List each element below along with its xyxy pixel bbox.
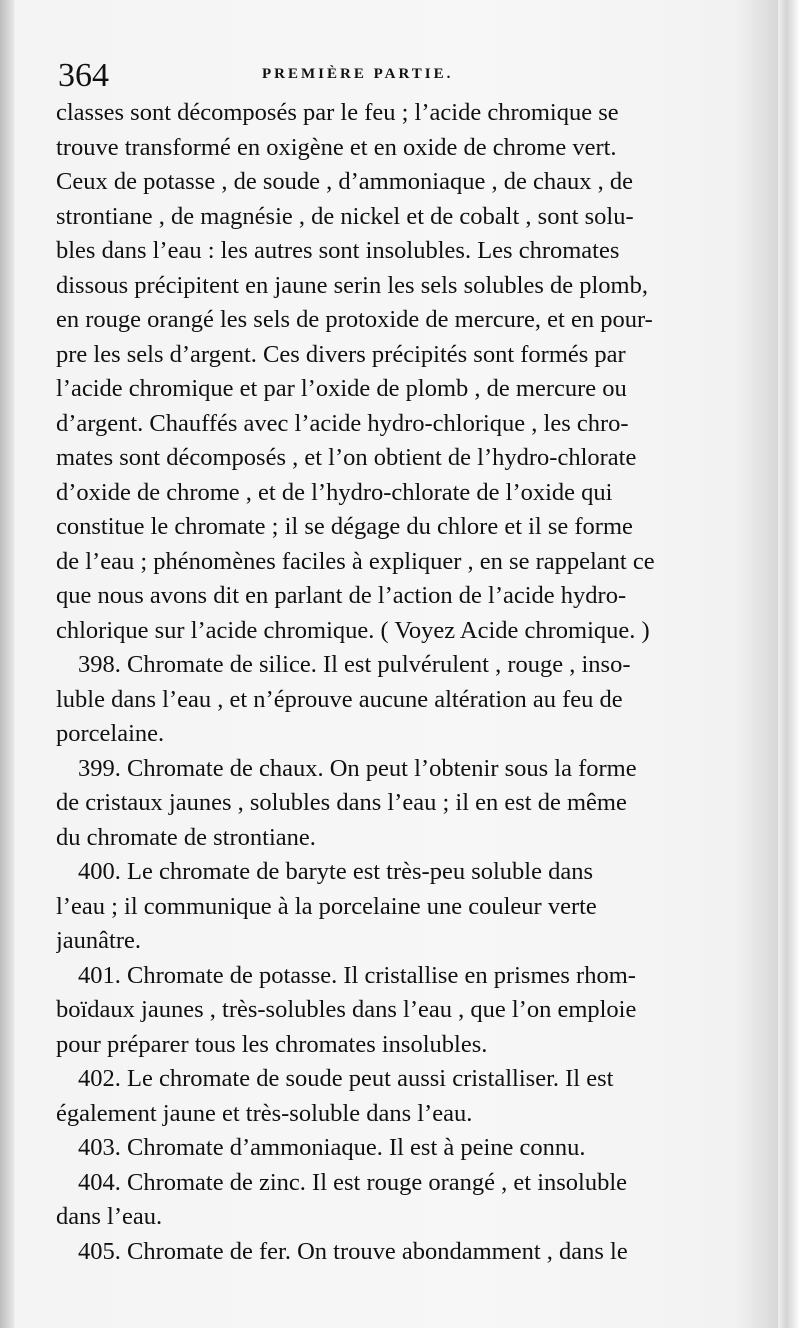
text-line: boïdaux jaunes , très-solubles dans l’eau , que l’on emploie (56, 996, 637, 1023)
text-line: jaunâtre. (56, 927, 142, 954)
paragraph-404: 404. Chromate de zinc. Il est rouge orangé , et insoluble (78, 1168, 628, 1196)
text-line: strontiane , de magnésie , de nickel et de cobalt , sont solu- (56, 202, 634, 230)
text-line: d’oxide de chrome , et de l’hydro-chlorate de l’oxide qui (56, 478, 613, 506)
paragraph-403: 403. Chromate d’ammoniaque. Il est à peine connu. (78, 1134, 586, 1161)
text-line: l’eau ; il communique à la porcelaine une couleur verte (56, 892, 597, 920)
paragraph-405: 405. Chromate de fer. On trouve abondamment , dans le (78, 1237, 628, 1265)
text-line: classes sont décomposés par le feu ; l’acide chromique se (56, 99, 619, 126)
text-line: pre les sels d’argent. Ces divers précipités sont formés par (56, 340, 626, 368)
text-line: constitue le chromate ; il se dégage du chlore et il se forme (56, 513, 633, 540)
text-line: en rouge orangé les sels de protoxide de mercure, et en pour- (56, 306, 653, 333)
text-line: bles dans l’eau : les autres sont insolubles. Les chromates (56, 237, 620, 264)
paragraph-399: 399. Chromate de chaux. On peut l’obtenir sous la forme (78, 754, 637, 782)
page-header (58, 56, 748, 96)
text-line: trouve transformé en oxigène et en oxide de chrome vert. (56, 133, 617, 161)
text-line: porcelaine. (56, 720, 165, 747)
text-line: que nous avons dit en parlant de l’action de l’acide hydro- (56, 582, 627, 609)
text-line: également jaune et très-soluble dans l’eau. (56, 1099, 473, 1127)
paragraph-402: 402. Le chromate de soude peut aussi cristalliser. Il est (78, 1065, 614, 1092)
text-line: dissous précipitent en jaune serin les sels solubles de plomb, (56, 271, 648, 299)
page-body-text (56, 96, 736, 1269)
page-edge (778, 0, 800, 1328)
text-line: chlorique sur l’acide chromique. ( Voyez Acide chromique. ) (56, 616, 650, 644)
text-line: dans l’eau. (56, 1203, 163, 1230)
paragraph-401: 401. Chromate de potasse. Il cristallise en prismes rhom- (78, 961, 636, 989)
text-line: de l’eau ; phénomènes faciles à expliquer , en se rappelant ce (56, 547, 655, 575)
page-gutter-shadow (0, 0, 14, 1328)
text-line: luble dans l’eau , et n’éprouve aucune altération au feu de (56, 685, 623, 713)
text-line: pour préparer tous les chromates insolubles. (56, 1030, 488, 1058)
paragraph-398: 398. Chromate de silice. Il est pulvérulent , rouge , inso- (78, 651, 631, 678)
page-number: 364 (58, 57, 109, 94)
paragraph-400: 400. Le chromate de baryte est très-peu soluble dans (78, 858, 594, 885)
text-line: l’acide chromique et par l’oxide de plomb , de mercure ou (56, 375, 627, 402)
text-line: de cristaux jaunes , solubles dans l’eau ; il en est de même (56, 789, 627, 816)
text-line: d’argent. Chauffés avec l’acide hydro-chlorique , les chro- (56, 409, 629, 437)
text-line: Ceux de potasse , de soude , d’ammoniaque , de chaux , de (56, 168, 633, 195)
text-line: du chromate de strontiane. (56, 823, 316, 851)
text-line: mates sont décomposés , et l’on obtient de l’hydro-chlorate (56, 444, 637, 471)
running-head: PREMIÈRE PARTIE. (262, 66, 454, 82)
